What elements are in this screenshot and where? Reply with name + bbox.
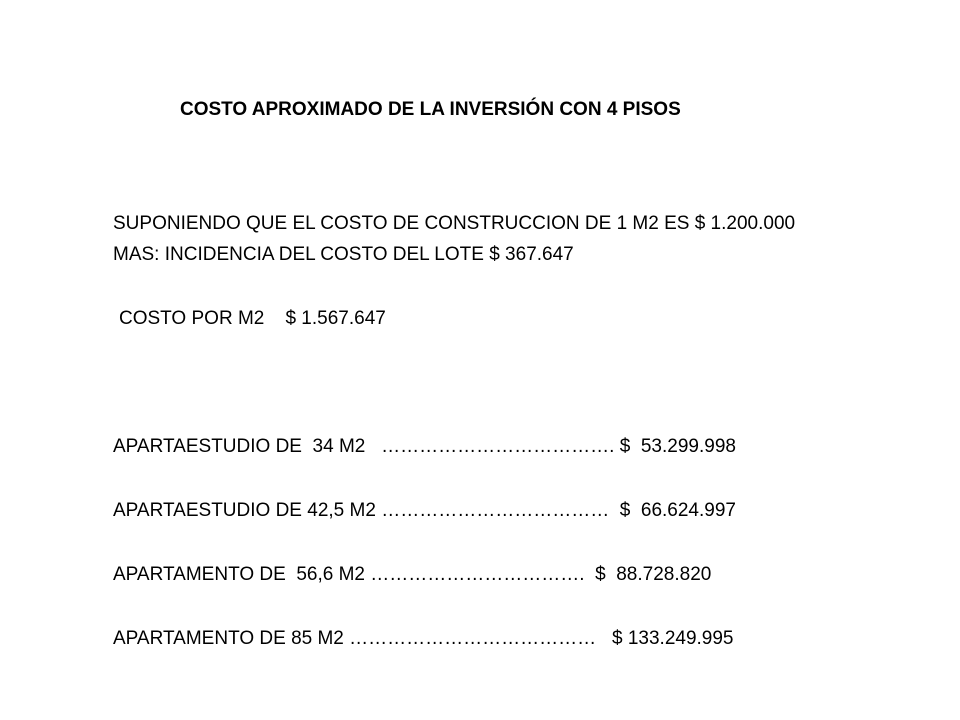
unit-cost-line-apartamento-85: APARTAMENTO DE 85 M2 ………………………………… $ 133.249.995 (113, 628, 734, 649)
unit-cost-line-apartaestudio-34: APARTAESTUDIO DE 34 M2 ………………………………. $ 53.299.998 (113, 436, 736, 457)
cost-per-m2-line: COSTO POR M2 $ 1.567.647 (119, 308, 386, 329)
unit-cost-line-apartamento-56-6: APARTAMENTO DE 56,6 M2 ……………………………. $ 88.728.820 (113, 564, 712, 585)
slide-title: COSTO APROXIMADO DE LA INVERSIÓN CON 4 PISOS (180, 99, 681, 120)
unit-cost-line-apartaestudio-42-5: APARTAESTUDIO DE 42,5 M2 ……………………………… $ 66.624.997 (113, 500, 736, 521)
lot-cost-line: MAS: INCIDENCIA DEL COSTO DEL LOTE $ 367.647 (113, 244, 574, 265)
construction-cost-line: SUPONIENDO QUE EL COSTO DE CONSTRUCCION DE 1 M2 ES $ 1.200.000 (113, 213, 796, 234)
